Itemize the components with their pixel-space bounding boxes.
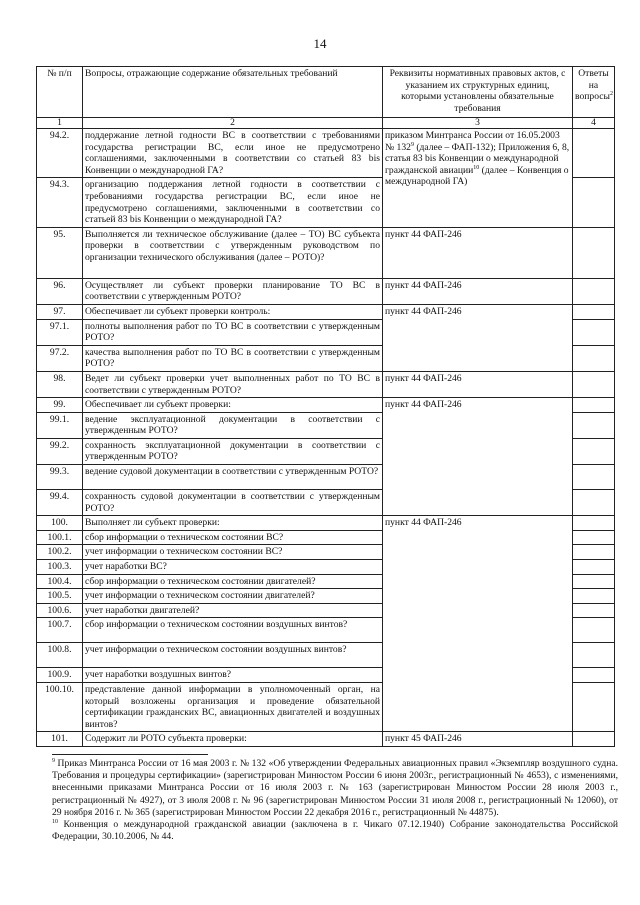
row-answer[interactable] bbox=[573, 683, 615, 732]
row-answer[interactable] bbox=[573, 530, 615, 545]
row-question: сбор информации о техническом состоянии ВС? bbox=[83, 530, 383, 545]
row-answer[interactable] bbox=[573, 574, 615, 589]
row-num: 100.2. bbox=[37, 545, 83, 560]
row-question: Ведет ли субъект проверки учет выполненных работ по ТО ВС в соответствии с утвержденным РОТО? bbox=[83, 371, 383, 397]
row-num: 100.8. bbox=[37, 643, 83, 668]
row-answer[interactable] bbox=[573, 668, 615, 683]
col-number: 4 bbox=[573, 118, 615, 129]
row-question: учет информации о техническом состоянии воздушных винтов? bbox=[83, 643, 383, 668]
table-row bbox=[37, 227, 615, 278]
row-question: сбор информации о техническом состоянии двигателей? bbox=[83, 574, 383, 589]
row-num: 94.3. bbox=[37, 178, 83, 227]
column-number-row bbox=[37, 118, 615, 129]
row-num: 96. bbox=[37, 278, 83, 304]
row-answer[interactable] bbox=[573, 603, 615, 618]
row-answer[interactable] bbox=[573, 516, 615, 531]
row-question: Выполняет ли субъект проверки: bbox=[83, 516, 383, 531]
row-reference: пункт 44 ФАП-246 bbox=[383, 227, 573, 278]
row-question: организацию поддержания летной годности в соответствии с требованиями государства регистрации ВС, если иное не предусмотрено соглашениями, заключенными в соответствии со статьей 83 bis Конвенции о международной ГА? bbox=[83, 178, 383, 227]
footnotes bbox=[52, 758, 618, 843]
row-num: 97.2. bbox=[37, 345, 83, 371]
header-answer bbox=[573, 67, 615, 118]
table-row bbox=[37, 278, 615, 304]
row-question: сохранность судовой документации в соответствии с утвержденным РОТО? bbox=[83, 490, 383, 516]
col-number: 3 bbox=[383, 118, 573, 129]
header-answer-sup: 2 bbox=[609, 91, 613, 97]
footnote-number: 10 bbox=[52, 818, 58, 825]
row-answer[interactable] bbox=[573, 643, 615, 668]
row-question: сбор информации о техническом состоянии воздушных винтов? bbox=[83, 618, 383, 643]
row-answer[interactable] bbox=[573, 465, 615, 490]
row-question: учет наработки воздушных винтов? bbox=[83, 668, 383, 683]
row-num: 100.1. bbox=[37, 530, 83, 545]
header-reference: Реквизиты нормативных правовых актов, с указанием их структурных единиц, которыми установлены обязательные требования bbox=[383, 67, 573, 118]
footnote-ref: 10 bbox=[473, 164, 480, 171]
row-answer[interactable] bbox=[573, 304, 615, 319]
row-question: учет информации о техническом состоянии двигателей? bbox=[83, 589, 383, 604]
footnote-text: Конвенция о международной гражданской авиации (заключена в г. Чикаго 07.12.1940) Собрание законодательства Российской Федерации, 30.10.2006, № 44. bbox=[52, 819, 618, 843]
row-answer[interactable] bbox=[573, 589, 615, 604]
row-num: 99.2. bbox=[37, 438, 83, 464]
col-number: 1 bbox=[37, 118, 83, 129]
row-answer[interactable] bbox=[573, 345, 615, 371]
row-question: поддержание летной годности ВС в соответствии с требованиями государства регистрации ВС, если иное не предусмотрено соглашениями, заключенными в соответствии со статьей 83 bis Конвенции о международной ГА? bbox=[83, 129, 383, 178]
row-reference: пункт 44 ФАП-246 bbox=[383, 398, 573, 516]
row-answer[interactable] bbox=[573, 545, 615, 560]
row-num: 94.2. bbox=[37, 129, 83, 178]
row-reference: пункт 44 ФАП-246 bbox=[383, 304, 573, 371]
row-question: Обеспечивает ли субъект проверки: bbox=[83, 398, 383, 413]
row-question: Содержит ли РОТО субъекта проверки: bbox=[83, 732, 383, 747]
row-answer[interactable] bbox=[573, 227, 615, 278]
header-question: Вопросы, отражающие содержание обязательных требований bbox=[83, 67, 383, 118]
row-answer[interactable] bbox=[573, 398, 615, 413]
row-answer[interactable] bbox=[573, 178, 615, 227]
row-num: 97.1. bbox=[37, 319, 83, 345]
row-answer[interactable] bbox=[573, 732, 615, 747]
row-num: 100.5. bbox=[37, 589, 83, 604]
table-row bbox=[37, 398, 615, 413]
row-num: 99.4. bbox=[37, 490, 83, 516]
ref-text: (далее – Конвенция о международной ГА) bbox=[385, 164, 569, 188]
row-question: ведение судовой документации в соответствии с утвержденным РОТО? bbox=[83, 465, 383, 490]
row-answer[interactable] bbox=[573, 129, 615, 178]
row-num: 100. bbox=[37, 516, 83, 531]
row-answer[interactable] bbox=[573, 412, 615, 438]
row-question: сохранность эксплуатационной документации в соответствии с утвержденным РОТО? bbox=[83, 438, 383, 464]
row-reference bbox=[383, 129, 573, 228]
row-num: 100.7. bbox=[37, 618, 83, 643]
footnote-divider bbox=[52, 754, 208, 755]
row-answer[interactable] bbox=[573, 371, 615, 397]
ref-text: приказом Минтранса России от 16.05.2003 № 132 bbox=[385, 130, 560, 153]
row-answer[interactable] bbox=[573, 319, 615, 345]
row-question: полноты выполнения работ по ТО ВС в соответствии с утвержденным РОТО? bbox=[83, 319, 383, 345]
row-num: 98. bbox=[37, 371, 83, 397]
table-row bbox=[37, 129, 615, 178]
row-question: качества выполнения работ по ТО ВС в соответствии с утвержденным РОТО? bbox=[83, 345, 383, 371]
row-question: ведение эксплуатационной документации в соответствии с утвержденным РОТО? bbox=[83, 412, 383, 438]
row-num: 100.6. bbox=[37, 603, 83, 618]
row-answer[interactable] bbox=[573, 618, 615, 643]
row-question: учет наработки двигателей? bbox=[83, 603, 383, 618]
row-question: Выполняется ли техническое обслуживание (далее – ТО) ВС субъекта проверки в соответствии с утвержденным руководством по организации технического обслуживания (далее – РОТО)? bbox=[83, 227, 383, 278]
col-number: 2 bbox=[83, 118, 383, 129]
table-row bbox=[37, 516, 615, 531]
table-row bbox=[37, 732, 615, 747]
row-num: 101. bbox=[37, 732, 83, 747]
row-answer[interactable] bbox=[573, 490, 615, 516]
footnote-number: 9 bbox=[52, 757, 55, 764]
row-question: учет наработки ВС? bbox=[83, 560, 383, 575]
row-question: Осуществляет ли субъект проверки планирование ТО ВС в соответствии с утвержденным РОТО? bbox=[83, 278, 383, 304]
header-answer-text: Ответы на вопросы bbox=[575, 68, 610, 103]
row-reference: пункт 44 ФАП-246 bbox=[383, 371, 573, 397]
row-question: представление данной информации в уполномоченный орган, на который возложены организация и проведение обязательной сертификации гражданских ВС, авиационных двигателей и воздушных винтов? bbox=[83, 683, 383, 732]
table-row bbox=[37, 371, 615, 397]
footnote-ref: 9 bbox=[410, 141, 414, 148]
row-num: 100.9. bbox=[37, 668, 83, 683]
row-answer[interactable] bbox=[573, 278, 615, 304]
row-answer[interactable] bbox=[573, 560, 615, 575]
requirements-table bbox=[36, 66, 615, 747]
row-num: 99.3. bbox=[37, 465, 83, 490]
footnote-10 bbox=[52, 819, 618, 843]
row-num: 99. bbox=[37, 398, 83, 413]
row-question: Обеспечивает ли субъект проверки контроль: bbox=[83, 304, 383, 319]
footnote-9 bbox=[52, 758, 618, 819]
row-num: 100.10. bbox=[37, 683, 83, 732]
row-question: учет информации о техническом состоянии ВС? bbox=[83, 545, 383, 560]
row-num: 100.3. bbox=[37, 560, 83, 575]
footnote-text: Приказ Минтранса России от 16 мая 2003 г. № 132 «Об утверждении Федеральных авиационных правил «Экземпляр воздушного судна. Требования и процедуры сертификации» (зарегистрирован Минюстом России 6 июня 2003г., регистрационный № 4653), с изменениями, внесенными приказами Минтранса России от 16 июля 2003 г. № 163 (зарегистрирован Минюстом России 28 июля 2003 г., регистрационный № 4927), от 3 июля 2008 г. № 96 (зарегистрирован Минюстом России 31 июля 2008 г., регистрационный № 12060), от 29 ноября 2016 г. № 365 (зарегистрирован Минюстом России 22 декабря 2016 г., регистрационный № 44875). bbox=[52, 758, 618, 818]
header-row bbox=[37, 67, 615, 118]
page-number: 14 bbox=[313, 36, 327, 51]
row-reference: пункт 45 ФАП-246 bbox=[383, 732, 573, 747]
row-num: 97. bbox=[37, 304, 83, 319]
ref-text: (далее – ФАП-132); Приложения 6, 8, статья 83 bis Конвенции о международной гражданской авиации bbox=[385, 141, 570, 176]
row-answer[interactable] bbox=[573, 438, 615, 464]
table-row bbox=[37, 304, 615, 319]
row-num: 99.1. bbox=[37, 412, 83, 438]
row-num: 95. bbox=[37, 227, 83, 278]
row-reference: пункт 44 ФАП-246 bbox=[383, 516, 573, 732]
row-num: 100.4. bbox=[37, 574, 83, 589]
header-num: № п/п bbox=[37, 67, 83, 118]
row-reference: пункт 44 ФАП-246 bbox=[383, 278, 573, 304]
